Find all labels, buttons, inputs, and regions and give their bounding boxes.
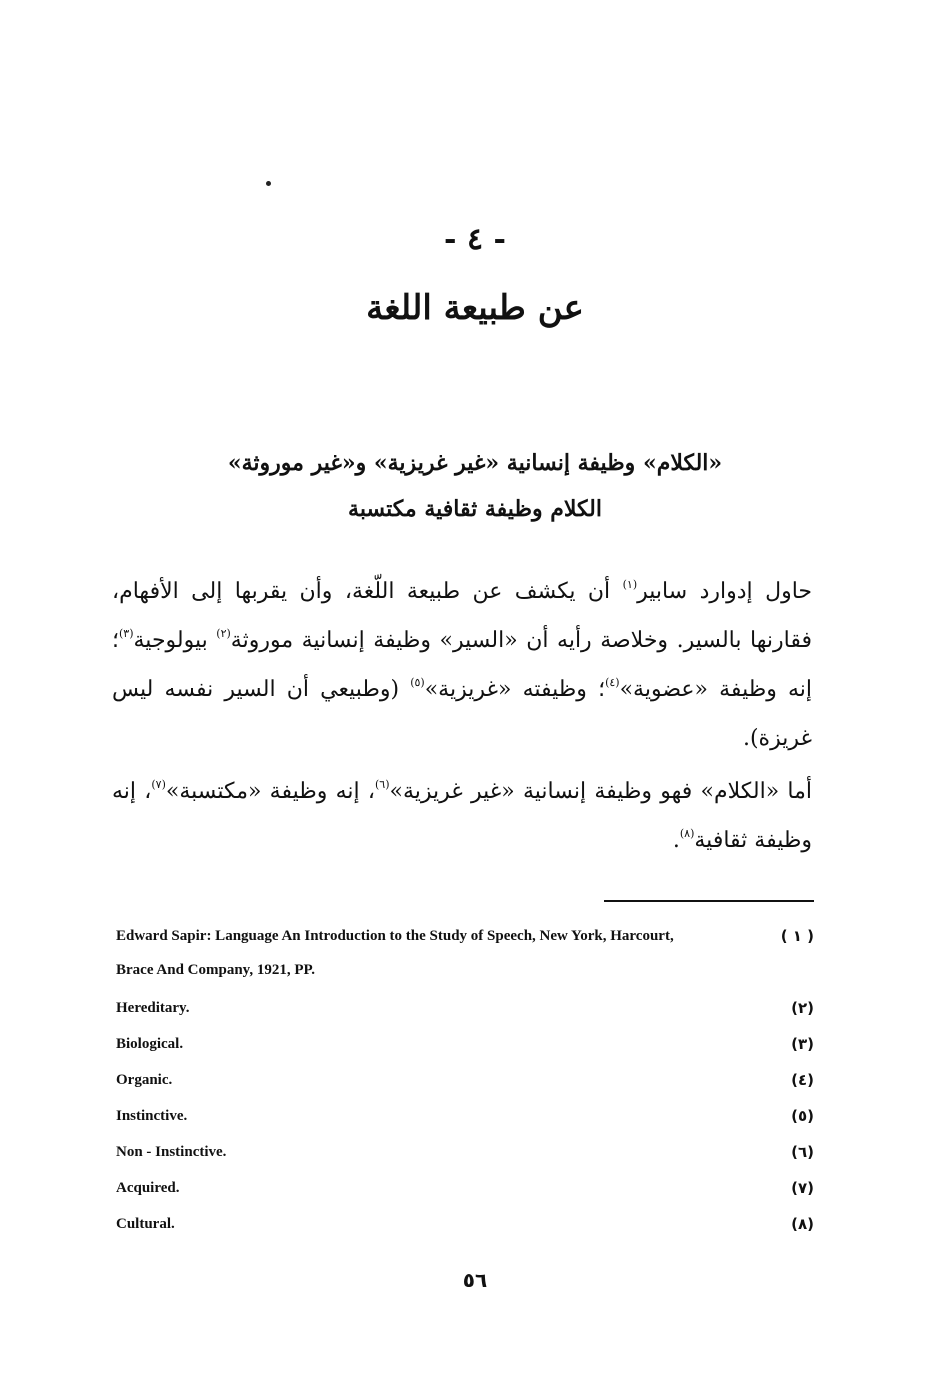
body-paragraph	[112, 567, 812, 763]
chapter-title: عن طبيعة اللغة	[366, 288, 584, 328]
footnote-number: (٨)	[791, 1215, 814, 1233]
footnote-text: Acquired.	[116, 1180, 180, 1196]
footnote-item	[116, 1176, 814, 1212]
footnote-text: Cultural.	[116, 1216, 175, 1232]
footnote-text: Biological.	[116, 1036, 184, 1052]
footnote-item	[116, 996, 814, 1032]
paragraph-text: .	[672, 828, 680, 853]
footnote-marker: (٥)	[410, 676, 425, 689]
footnote-marker: (٦)	[374, 778, 390, 791]
page-number: ٥٦	[462, 1268, 488, 1292]
scan-speck	[266, 181, 271, 186]
footnote-number: (٤)	[791, 1071, 814, 1089]
footnote-item	[116, 1140, 814, 1176]
footnote-text: Non - Instinctive.	[116, 1144, 227, 1160]
footnote-number: (٢)	[791, 999, 814, 1017]
footnote-marker: (٧)	[151, 778, 166, 791]
footnote-marker: (٨)	[679, 827, 695, 840]
footnote-list	[116, 996, 814, 1248]
footnote-text: Instinctive.	[116, 1108, 188, 1124]
footnote-marker: (١)	[622, 578, 638, 591]
footnote-number: (٦)	[791, 1143, 814, 1161]
section-subtitle: الكلام وظيفة ثقافية مكتسبة	[348, 496, 602, 522]
paragraph-text: ؛ إنه وظيفة «عضوية»	[112, 628, 813, 702]
footnote-item	[116, 1212, 814, 1248]
footnote-text: Brace And Company, 1921, PP.	[116, 962, 316, 978]
body-paragraph	[112, 767, 812, 865]
paragraph-text: أن يكشف عن طبيعة اللّغة، وأن يقربها إلى الأفهام، فقارنها بالسير. وخلاصة رأيه أن «السير» وظيفة إنسانية موروثة	[112, 579, 812, 653]
footnote-number: (٧)	[791, 1179, 814, 1197]
paragraph-text: (وطبيعي أن السير نفسه ليس غريزة).	[112, 677, 812, 751]
footnote-number: ( ١ )	[780, 927, 814, 945]
footnote-divider	[604, 900, 814, 902]
footnote-marker: (٤)	[605, 676, 620, 689]
footnote-item	[116, 1032, 814, 1068]
paragraph-text: ، إنه وظيفة «مكتسبة»	[165, 779, 375, 804]
footnote-text: Hereditary.	[116, 1000, 190, 1016]
paragraph-text: حاول إدوارد سابير	[637, 579, 812, 604]
footnote-text: Edward Sapir: Language An Introduction to the Study of Speech, New York, Harcourt,	[116, 928, 674, 944]
chapter-number: - ٤ -	[444, 222, 506, 257]
paragraph-text: ؛ وظيفته «غريزية»	[424, 677, 606, 702]
footnote-number: (٣)	[791, 1035, 814, 1053]
footnote-marker: (٢)	[216, 627, 231, 640]
footnote-item	[116, 1104, 814, 1140]
footnote-item	[116, 1068, 814, 1104]
footnote-marker: (٣)	[119, 627, 134, 640]
paragraph-text: ، إنه وظيفة ثقافية	[112, 779, 812, 853]
paragraph-text: أما «الكلام» فهو وظيفة إنسانية «غير غريزية»	[389, 779, 813, 804]
footnote-number: (٥)	[791, 1107, 814, 1125]
paragraph-text: بيولوجية	[133, 628, 217, 653]
section-subtitle: «الكلام» وظيفة إنسانية «غير غريزية» و«غير موروثة»	[227, 450, 723, 476]
footnote-text: Organic.	[116, 1072, 173, 1088]
footnote-item	[116, 924, 814, 992]
